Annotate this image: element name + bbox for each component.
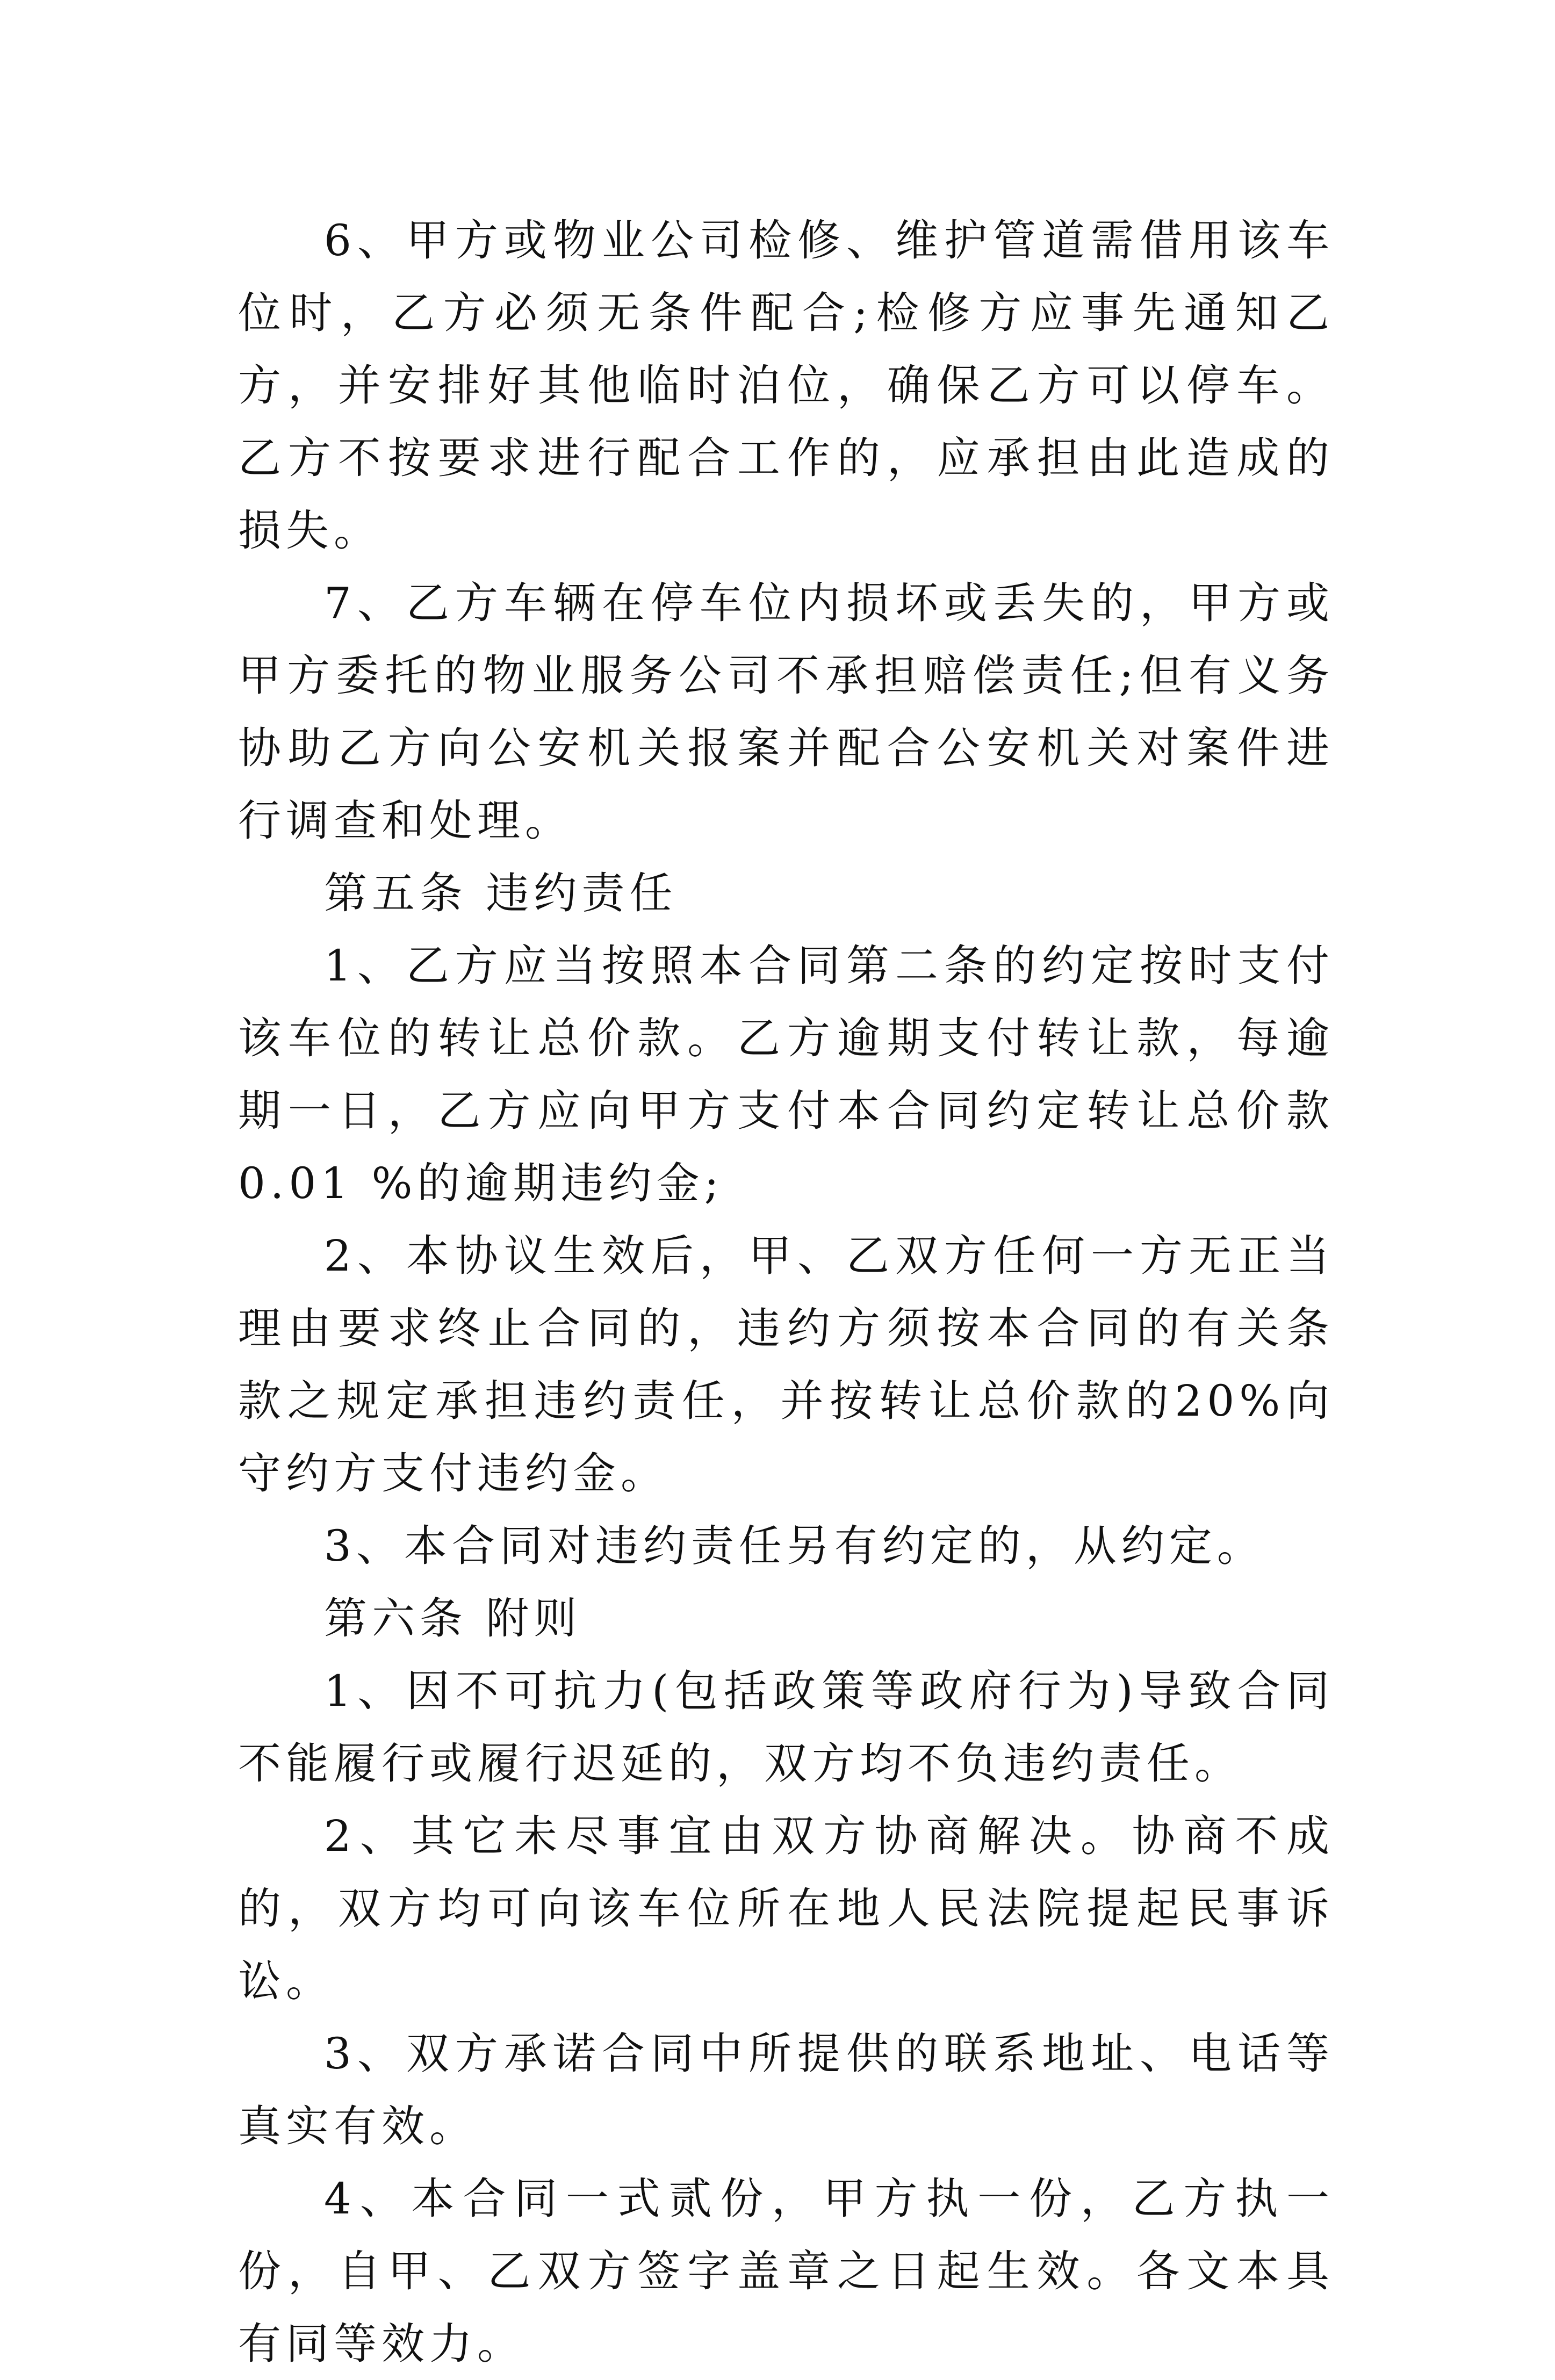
article-6-clause-1: 1、因不可抗力(包括政策等政府行为)导致合同不能履行或履行迟延的，双方均不负违约责任。	[238, 1666, 1334, 1788]
article-5-clause-2: 2、本协议生效后，甲、乙双方任何一方无正当理由要求终止合同的，违约方须按本合同的有关条款之规定承担违约责任，并按转让总价款的20%向守约方支付违约金。	[238, 1231, 1334, 1498]
article-5-clause-3: 3、本合同对违约责任另有约定的，从约定。	[324, 1521, 1265, 1571]
article-6-heading: 第六条 附则	[324, 1593, 582, 1643]
article-5-clause-1: 1、乙方应当按照本合同第二条的约定按时支付该车位的转让总价款。乙方逾期支付转让款，每逾期一日，乙方应向甲方支付本合同约定转让总价款 0.01 %的逾期违约金;	[238, 941, 1334, 1208]
clause-7-vehicle-loss: 7、乙方车辆在停车位内损坏或丢失的，甲方或甲方委托的物业服务公司不承担赔偿责任;但有义务协助乙方向公安机关报案并配合公安机关对案件进行调查和处理。	[238, 578, 1334, 846]
clause-6-pipe-maintenance: 6、甲方或物业公司检修、维护管道需借用该车位时，乙方必须无条件配合;检修方应事先通知乙方，并安排好其他临时泊位，确保乙方可以停车。乙方不按要求进行配合工作的，应承担由此造成的损失。	[238, 215, 1334, 556]
article-6-clause-2: 2、其它未尽事宜由双方协商解决。协商不成的，双方均可向该车位所在地人民法院提起民事诉讼。	[238, 1811, 1334, 2006]
article-6-clause-4: 4、本合同一式贰份，甲方执一份，乙方执一份，自甲、乙双方签字盖章之日起生效。各文本具有同等效力。	[238, 2174, 1334, 2369]
article-5-heading: 第五条 违约责任	[324, 868, 678, 918]
article-6-clause-3: 3、双方承诺合同中所提供的联系地址、电话等真实有效。	[238, 2029, 1334, 2151]
contract-body	[238, 204, 1334, 2380]
